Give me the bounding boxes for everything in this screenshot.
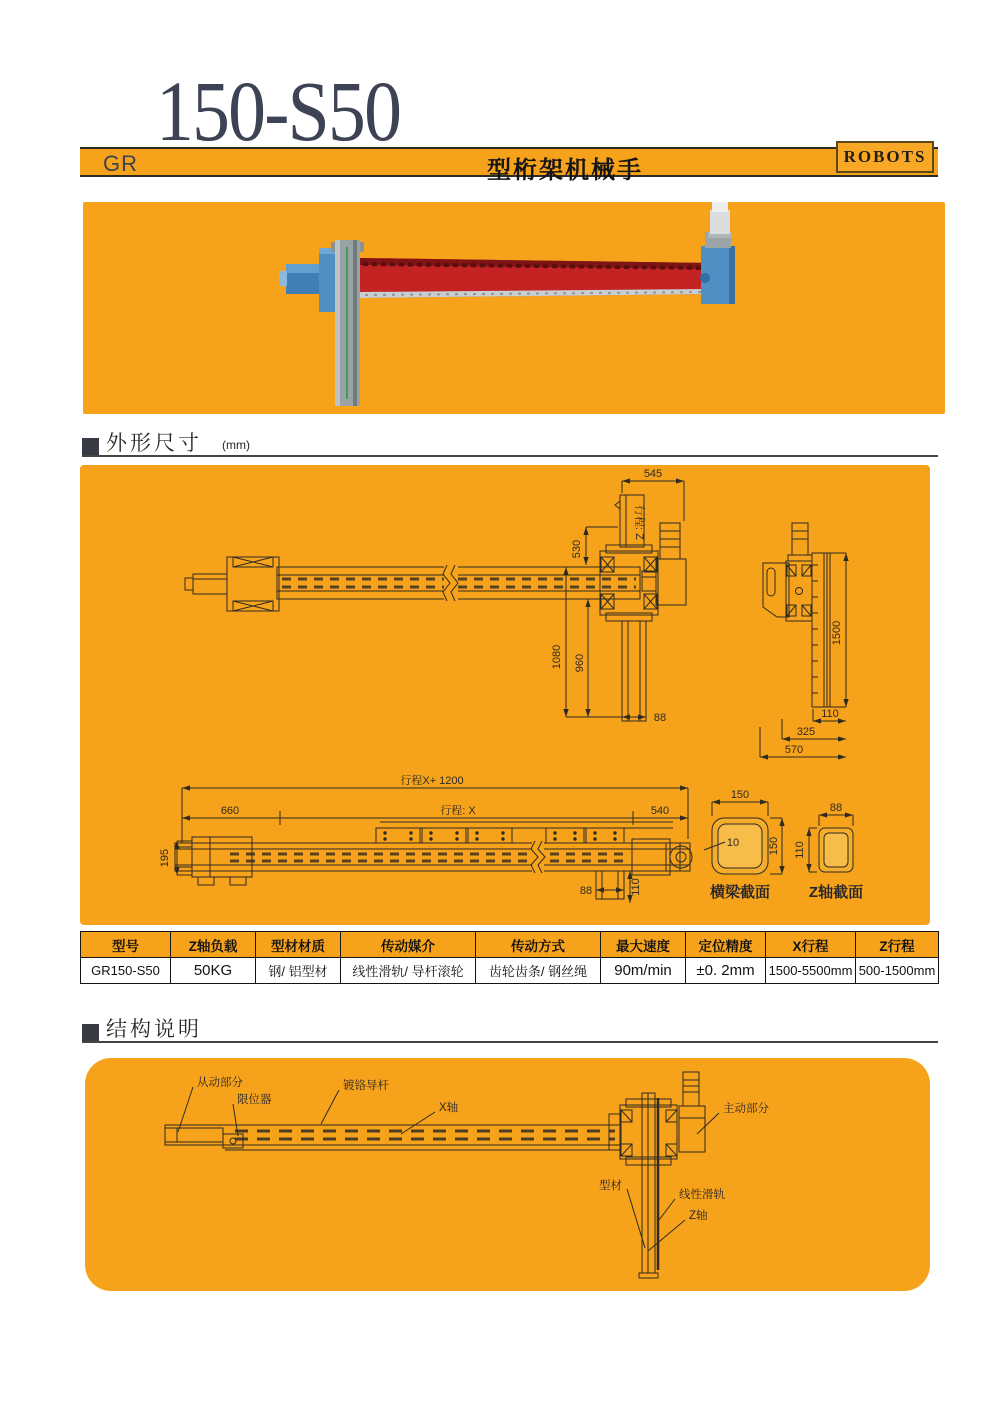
dim-stroke-z: 行程: Z bbox=[633, 505, 645, 540]
spec-header-cell: 型号 bbox=[81, 932, 171, 958]
spec-header-cell: 传动媒介 bbox=[341, 932, 476, 958]
photo-drive-unit bbox=[700, 202, 735, 304]
spec-header-cell: 定位精度 bbox=[686, 932, 766, 958]
dim-beam-width: 150 bbox=[730, 789, 750, 801]
spec-value-cell: GR150-S50 bbox=[81, 958, 171, 984]
dim-960: 960 bbox=[574, 653, 586, 673]
section-bullet-structure bbox=[82, 1024, 99, 1041]
dim-stroke-x: 行程: X bbox=[440, 805, 476, 817]
structure-panel bbox=[85, 1058, 930, 1291]
dim-110-side: 110 bbox=[821, 708, 839, 720]
dim-540: 540 bbox=[650, 805, 670, 817]
product-photo bbox=[83, 202, 945, 414]
model-prefix: GR bbox=[103, 151, 138, 176]
brand-badge bbox=[836, 141, 934, 173]
dim-88-front: 88 bbox=[653, 712, 667, 724]
spec-header-cell: Z行程 bbox=[856, 932, 939, 958]
spec-value-cell: 1500-5500mm bbox=[766, 958, 856, 984]
side-elevation-drawing bbox=[760, 523, 846, 757]
dim-88-plan: 88 bbox=[579, 885, 593, 897]
dimension-drawings bbox=[80, 465, 930, 925]
product-type-title: 型桁架机械手 bbox=[487, 157, 643, 184]
callout-x-axis: X轴 bbox=[439, 1102, 459, 1114]
callout-driven-part: 从动部分 bbox=[197, 1077, 243, 1089]
dim-beam-wall: 10 bbox=[726, 837, 740, 849]
structure-callouts bbox=[178, 1075, 769, 1251]
section-bullet-dimensions bbox=[82, 438, 99, 455]
product-photo-panel bbox=[83, 202, 945, 414]
spec-value-cell: 50KG bbox=[171, 958, 256, 984]
spec-header-row bbox=[81, 932, 939, 958]
spec-header-cell: 型材材质 bbox=[256, 932, 341, 958]
spec-header-cell: Z轴负载 bbox=[171, 932, 256, 958]
callout-z-axis: Z轴 bbox=[689, 1210, 708, 1222]
dim-325: 325 bbox=[796, 726, 816, 738]
photo-z-column bbox=[319, 240, 364, 406]
spec-value-cell: ±0. 2mm bbox=[686, 958, 766, 984]
dim-beam-height: 150 bbox=[768, 836, 780, 856]
section-title-structure: 结构说明 bbox=[106, 1017, 202, 1041]
dim-110-plan: 110 bbox=[630, 878, 642, 896]
callout-limiter: 限位器 bbox=[237, 1094, 272, 1106]
spec-table bbox=[80, 931, 939, 984]
front-elevation-drawing bbox=[185, 468, 686, 724]
dim-660: 660 bbox=[220, 805, 240, 817]
beam-section-label: 横梁截面 bbox=[709, 884, 771, 901]
brand-label: ROBOTS bbox=[843, 147, 927, 166]
spec-value-row bbox=[81, 958, 939, 984]
section-rule-structure bbox=[82, 1041, 938, 1043]
dim-570: 570 bbox=[784, 744, 804, 756]
callout-profile: 型材 bbox=[599, 1180, 622, 1192]
plan-view-drawing bbox=[159, 773, 692, 903]
dim-1500: 1500 bbox=[831, 620, 843, 646]
spec-value-cell: 齿轮齿条/ 钢丝绳 bbox=[476, 958, 601, 984]
spec-header-cell: 最大速度 bbox=[601, 932, 686, 958]
dim-195: 195 bbox=[159, 848, 171, 868]
dim-1080: 1080 bbox=[551, 644, 563, 670]
callout-drive-part: 主动部分 bbox=[723, 1103, 769, 1115]
section-title-dimensions: 外形尺寸 bbox=[106, 431, 202, 455]
section-unit-dimensions: (mm) bbox=[222, 438, 250, 452]
spec-value-cell: 钢/ 铝型材 bbox=[256, 958, 341, 984]
dim-z-width: 88 bbox=[829, 802, 843, 814]
spec-value-cell: 500-1500mm bbox=[856, 958, 939, 984]
dim-545: 545 bbox=[643, 468, 663, 480]
spec-value-cell: 90m/min bbox=[601, 958, 686, 984]
callout-linear-rail: 线性滑轨 bbox=[679, 1189, 725, 1201]
callout-chrome-guide-rod: 镀铬导杆 bbox=[343, 1080, 389, 1092]
spec-value-cell: 线性滑轨/ 导杆滚轮 bbox=[341, 958, 476, 984]
photo-x-beam bbox=[360, 258, 711, 298]
spec-header-cell: X行程 bbox=[766, 932, 856, 958]
dim-travel-total: 行程X+ 1200 bbox=[400, 775, 464, 787]
section-rule-dimensions bbox=[82, 455, 938, 457]
cross-section-drawings bbox=[704, 789, 863, 901]
model-number: 150-S50 bbox=[156, 63, 401, 159]
spec-header-cell: 传动方式 bbox=[476, 932, 601, 958]
dimension-drawings-panel bbox=[80, 465, 930, 925]
dim-z-height: 110 bbox=[794, 841, 806, 859]
structure-diagram bbox=[85, 1058, 930, 1291]
dim-530: 530 bbox=[571, 539, 583, 559]
z-section-label: Z轴截面 bbox=[808, 884, 864, 901]
